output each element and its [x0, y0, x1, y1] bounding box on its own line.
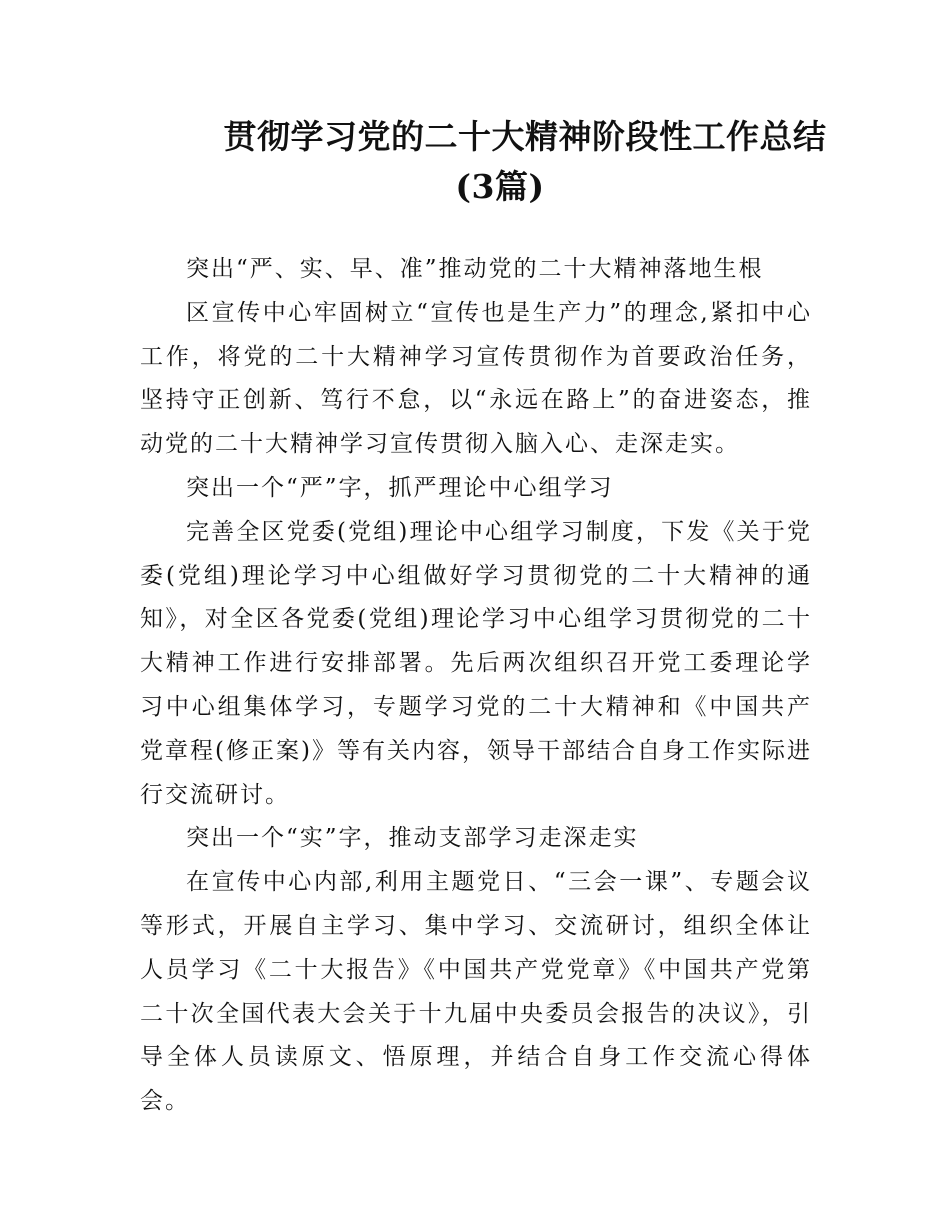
section-heading-1: 突出“严、实、早、准”推动党的二十大精神落地生根: [186, 256, 764, 282]
section-heading-practical: 突出一个“实”字，推动支部学习走深走实: [186, 825, 639, 852]
paragraph-intro: 区宣传中心牢固树立“宣传也是生产力”的理念,紧扣中心工作，将党的二十大精神学习宣传贯彻作为首要政治任务，坚持守正创新、笃行不怠，以“永远在路上”的奋进姿态，推动党的二十大精神学习宣传贯彻入脑入心、走深走实。: [140, 299, 812, 458]
document-title: [140, 112, 860, 212]
paragraph-branch-study: 在宣传中心内部,利用主题党日、“三会一课”、专题会议等形式，开展自主学习、集中学习、交流研讨，组织全体让人员学习《二十大报告》《中国共产党党章》《中国共产党第二十次全国代表大会关于十九届中央委员会报告的决议》，引导全体人员读原文、悟原理，并结合自身工作交流心得体会。: [140, 869, 812, 1115]
paragraph-theory-group: 完善全区党委(党组)理论中心组学习制度，下发《关于党委(党组)理论学习中心组做好学习贯彻党的二十大精神的通知》，对全区各党委(党组)理论学习中心组学习贯彻党的二十大精神工作进行安排部署。先后两次组织召开党工委理论学习中心组集体学习，专题学习党的二十大精神和《中国共产党章程(修正案)》等有关内容，领导干部结合自身工作实际进行交流研讨。: [140, 518, 812, 808]
title-line-1: 贯彻学习党的二十大精神阶段性工作总结: [223, 117, 827, 156]
title-line-2: (3篇): [455, 167, 545, 206]
section-heading-strict: 突出一个“严”字，抓严理论中心组学习: [186, 474, 614, 501]
document-body: [140, 248, 812, 1124]
